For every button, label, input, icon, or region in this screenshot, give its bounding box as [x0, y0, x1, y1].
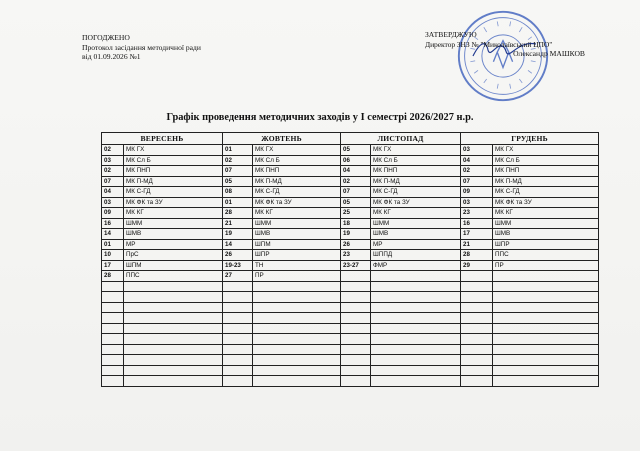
- date-cell: 16: [102, 218, 124, 229]
- event-cell: [493, 376, 599, 387]
- approve-label: ЗАТВЕРДЖУЮ: [425, 30, 477, 39]
- event-cell: [493, 355, 599, 366]
- table-row: [102, 176, 599, 187]
- table-row: [102, 313, 599, 324]
- table-row: [102, 197, 599, 208]
- date-cell: [223, 323, 253, 334]
- event-cell: МК КГ: [253, 208, 341, 219]
- date-cell: [461, 281, 493, 292]
- event-cell: МК ПНП: [124, 166, 223, 177]
- date-cell: 26: [223, 250, 253, 261]
- table-row: [102, 260, 599, 271]
- event-cell: [371, 376, 461, 387]
- date-cell: 10: [102, 250, 124, 261]
- date-cell: 02: [341, 176, 371, 187]
- date-cell: [461, 313, 493, 324]
- event-cell: МК ПНП: [371, 166, 461, 177]
- event-cell: [493, 302, 599, 313]
- table-row: [102, 145, 599, 156]
- date-cell: 23-27: [341, 260, 371, 271]
- event-cell: МК П-МД: [493, 176, 599, 187]
- table-row: [102, 208, 599, 219]
- date-cell: 19: [341, 229, 371, 240]
- table-row: [102, 218, 599, 229]
- date-cell: [461, 344, 493, 355]
- event-cell: МК ГХ: [124, 145, 223, 156]
- date-cell: 03: [102, 155, 124, 166]
- event-cell: [253, 355, 341, 366]
- event-cell: [124, 376, 223, 387]
- date-cell: [461, 292, 493, 303]
- event-cell: [124, 292, 223, 303]
- event-cell: МК ФК та ЗУ: [124, 197, 223, 208]
- event-cell: [493, 323, 599, 334]
- event-cell: МК Сл Б: [253, 155, 341, 166]
- date-cell: 07: [461, 176, 493, 187]
- date-cell: [341, 365, 371, 376]
- date-cell: [341, 313, 371, 324]
- event-cell: МК С-ГД: [371, 187, 461, 198]
- month-header-september: ВЕРЕСЕНЬ: [102, 133, 223, 145]
- date-cell: 17: [461, 229, 493, 240]
- date-cell: [461, 334, 493, 345]
- date-cell: 23: [461, 208, 493, 219]
- event-cell: МК КГ: [493, 208, 599, 219]
- event-cell: [493, 344, 599, 355]
- date-cell: 07: [223, 166, 253, 177]
- date-cell: [102, 355, 124, 366]
- date-cell: 14: [102, 229, 124, 240]
- event-cell: [124, 302, 223, 313]
- date-cell: 25: [341, 208, 371, 219]
- event-cell: МК ГХ: [493, 145, 599, 156]
- event-cell: МК П-МД: [253, 176, 341, 187]
- date-cell: 01: [223, 145, 253, 156]
- event-cell: ППС: [124, 271, 223, 282]
- event-cell: ШПМ: [253, 239, 341, 250]
- event-cell: МК КГ: [371, 208, 461, 219]
- event-cell: МК ПНП: [493, 166, 599, 177]
- event-cell: [253, 323, 341, 334]
- date-cell: 16: [461, 218, 493, 229]
- date-cell: [223, 334, 253, 345]
- agreed-label: ПОГОДЖЕНО: [82, 33, 130, 42]
- date-cell: 19: [223, 229, 253, 240]
- date-cell: [102, 365, 124, 376]
- event-cell: МР: [371, 239, 461, 250]
- approval-block-right: [425, 30, 615, 59]
- event-cell: [371, 365, 461, 376]
- event-cell: [371, 302, 461, 313]
- date-cell: [223, 281, 253, 292]
- event-cell: [124, 334, 223, 345]
- event-cell: ППС: [493, 250, 599, 261]
- event-cell: ШПМ: [124, 260, 223, 271]
- event-cell: ШМВ: [371, 229, 461, 240]
- date-cell: 17: [102, 260, 124, 271]
- event-cell: [124, 281, 223, 292]
- date-cell: [341, 334, 371, 345]
- event-cell: [493, 271, 599, 282]
- event-cell: [253, 344, 341, 355]
- months-header-row: [102, 133, 599, 145]
- date-cell: 01: [223, 197, 253, 208]
- event-cell: [371, 323, 461, 334]
- table-row: [102, 166, 599, 177]
- date-cell: 28: [102, 271, 124, 282]
- event-cell: МК Сл Б: [371, 155, 461, 166]
- date-cell: 18: [341, 218, 371, 229]
- date-cell: 26: [341, 239, 371, 250]
- event-cell: ШПР: [253, 250, 341, 261]
- date-cell: [341, 281, 371, 292]
- event-cell: ПР: [253, 271, 341, 282]
- date-cell: 03: [461, 197, 493, 208]
- date-cell: 05: [341, 145, 371, 156]
- event-cell: ПрС: [124, 250, 223, 261]
- event-cell: ПР: [493, 260, 599, 271]
- date-cell: [223, 355, 253, 366]
- date-cell: [461, 355, 493, 366]
- month-header-december: ГРУДЕНЬ: [461, 133, 599, 145]
- table-row: [102, 281, 599, 292]
- event-cell: [253, 302, 341, 313]
- event-cell: МК ГХ: [371, 145, 461, 156]
- event-cell: [371, 313, 461, 324]
- date-cell: [223, 313, 253, 324]
- table-row: [102, 376, 599, 387]
- event-cell: [253, 376, 341, 387]
- event-cell: [253, 292, 341, 303]
- date-cell: 28: [223, 208, 253, 219]
- date-cell: 27: [223, 271, 253, 282]
- date-cell: [223, 302, 253, 313]
- date-cell: [341, 302, 371, 313]
- month-header-november: ЛИСТОПАД: [341, 133, 461, 145]
- event-cell: [493, 313, 599, 324]
- table-row: [102, 229, 599, 240]
- date-cell: [102, 281, 124, 292]
- date-cell: 04: [341, 166, 371, 177]
- date-cell: 03: [102, 197, 124, 208]
- date-cell: 05: [341, 197, 371, 208]
- event-cell: [493, 281, 599, 292]
- table-row: [102, 323, 599, 334]
- date-cell: 02: [102, 166, 124, 177]
- event-cell: ШММ: [371, 218, 461, 229]
- event-cell: МК ПНП: [253, 166, 341, 177]
- event-cell: [124, 313, 223, 324]
- date-cell: 04: [102, 187, 124, 198]
- date-cell: 28: [461, 250, 493, 261]
- protocol-date: від 01.09.2026 №1: [82, 52, 141, 62]
- date-cell: [341, 355, 371, 366]
- table-row: [102, 292, 599, 303]
- table-row: [102, 334, 599, 345]
- event-cell: ШМВ: [124, 229, 223, 240]
- date-cell: 02: [223, 155, 253, 166]
- event-cell: [371, 344, 461, 355]
- event-cell: МК П-МД: [371, 176, 461, 187]
- date-cell: 07: [341, 187, 371, 198]
- date-cell: [102, 313, 124, 324]
- schedule-table: [101, 132, 599, 387]
- date-cell: 07: [102, 176, 124, 187]
- event-cell: ТН: [253, 260, 341, 271]
- event-cell: МК П-МД: [124, 176, 223, 187]
- event-cell: [493, 292, 599, 303]
- event-cell: МК Сл Б: [493, 155, 599, 166]
- date-cell: [461, 302, 493, 313]
- date-cell: [341, 376, 371, 387]
- date-cell: [341, 292, 371, 303]
- date-cell: 04: [461, 155, 493, 166]
- date-cell: 29: [461, 260, 493, 271]
- date-cell: 21: [461, 239, 493, 250]
- date-cell: [102, 323, 124, 334]
- table-row: [102, 365, 599, 376]
- date-cell: [461, 365, 493, 376]
- director-line: Директор ЗНЗ № "Миколаївський ЦПО": [425, 39, 553, 49]
- event-cell: [371, 355, 461, 366]
- table-row: [102, 271, 599, 282]
- event-cell: [493, 365, 599, 376]
- event-cell: ШМВ: [253, 229, 341, 240]
- approval-block-left: [82, 33, 201, 62]
- table-row: [102, 302, 599, 313]
- protocol-line: Протокол засідання методичної ради: [82, 42, 201, 52]
- table-row: [102, 250, 599, 261]
- date-cell: 14: [223, 239, 253, 250]
- date-cell: [223, 344, 253, 355]
- schedule-body: [102, 145, 599, 387]
- date-cell: [102, 292, 124, 303]
- event-cell: МК Сл Б: [124, 155, 223, 166]
- event-cell: МК С-ГД: [253, 187, 341, 198]
- event-cell: ШММ: [253, 218, 341, 229]
- date-cell: 03: [461, 145, 493, 156]
- date-cell: [341, 323, 371, 334]
- event-cell: [124, 365, 223, 376]
- event-cell: МР: [124, 239, 223, 250]
- date-cell: 06: [341, 155, 371, 166]
- date-cell: 23: [341, 250, 371, 261]
- date-cell: 05: [223, 176, 253, 187]
- event-cell: ШММ: [493, 218, 599, 229]
- event-cell: МК ГХ: [253, 145, 341, 156]
- event-cell: [371, 281, 461, 292]
- date-cell: [102, 344, 124, 355]
- date-cell: 19-23: [223, 260, 253, 271]
- event-cell: [124, 355, 223, 366]
- date-cell: [223, 292, 253, 303]
- date-cell: 21: [223, 218, 253, 229]
- date-cell: 08: [223, 187, 253, 198]
- event-cell: МК ФК та ЗУ: [493, 197, 599, 208]
- event-cell: ШММ: [124, 218, 223, 229]
- date-cell: 01: [102, 239, 124, 250]
- event-cell: ШМВ: [493, 229, 599, 240]
- event-cell: [371, 334, 461, 345]
- date-cell: [461, 376, 493, 387]
- date-cell: 02: [102, 145, 124, 156]
- event-cell: МК КГ: [124, 208, 223, 219]
- table-row: [102, 344, 599, 355]
- event-cell: МК ФК та ЗУ: [371, 197, 461, 208]
- event-cell: МК ФК та ЗУ: [253, 197, 341, 208]
- event-cell: [124, 344, 223, 355]
- event-cell: ФМР: [371, 260, 461, 271]
- date-cell: [102, 334, 124, 345]
- date-cell: [341, 271, 371, 282]
- event-cell: [253, 334, 341, 345]
- date-cell: 09: [102, 208, 124, 219]
- event-cell: МК С-ГД: [493, 187, 599, 198]
- date-cell: [461, 271, 493, 282]
- table-row: [102, 187, 599, 198]
- date-cell: [341, 344, 371, 355]
- event-cell: МК С-ГД: [124, 187, 223, 198]
- event-cell: [371, 292, 461, 303]
- director-name: Олександр МАШКОВ: [513, 49, 585, 59]
- event-cell: [493, 334, 599, 345]
- event-cell: [371, 271, 461, 282]
- date-cell: [102, 376, 124, 387]
- event-cell: [253, 365, 341, 376]
- month-header-october: ЖОВТЕНЬ: [223, 133, 341, 145]
- event-cell: ШПР: [493, 239, 599, 250]
- event-cell: ШППД: [371, 250, 461, 261]
- date-cell: [223, 365, 253, 376]
- table-row: [102, 155, 599, 166]
- date-cell: 09: [461, 187, 493, 198]
- event-cell: [253, 281, 341, 292]
- date-cell: 02: [461, 166, 493, 177]
- document-title: Графік проведення методичних заходів у І семестрі 2026/2027 н.р.: [166, 112, 474, 123]
- date-cell: [102, 302, 124, 313]
- event-cell: [124, 323, 223, 334]
- event-cell: [253, 313, 341, 324]
- date-cell: [461, 323, 493, 334]
- table-row: [102, 239, 599, 250]
- table-row: [102, 355, 599, 366]
- date-cell: [223, 376, 253, 387]
